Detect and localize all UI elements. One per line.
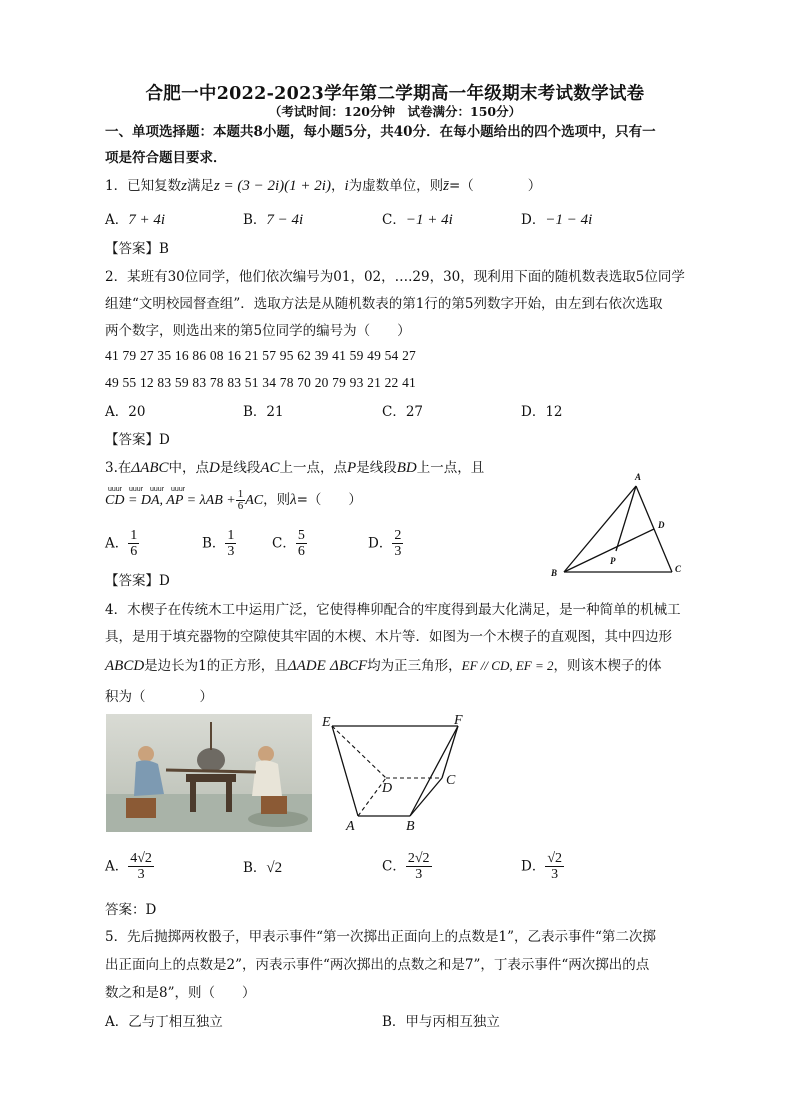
q3-option-d-frac	[392, 528, 403, 559]
q1-mid: 满足	[186, 178, 214, 194]
q3-option-a-den: 6	[130, 544, 138, 559]
q4-edge-ea	[332, 726, 358, 816]
q1-option-d-label: D．	[521, 212, 546, 228]
q4-text-b: 均为正三角形，	[367, 658, 462, 674]
q4-option-a-num: 4√2	[130, 851, 152, 866]
q5-line1: 5．先后抛掷两枚骰子，甲表示事件“第一次掷出正面向上的点数是1”，乙表示事件“第二次掷	[105, 929, 656, 945]
q4-edge-bc	[410, 778, 442, 816]
q4-ef: EF // CD, EF = 2	[461, 658, 554, 673]
q3-triangle: ΔABC	[131, 460, 169, 476]
q3-label-d: D	[658, 520, 665, 530]
q1-option-a	[105, 210, 165, 230]
q3-text-b: 中，点	[168, 460, 210, 476]
q3-option-d-label: D．	[368, 535, 393, 552]
q4-abcd: ABCD	[105, 658, 145, 674]
q1-option-b	[243, 210, 303, 230]
section-heading-line1: 一、单项选择题：本题共8小题，每小题5分，共40分．在每小题给出的四个选项中，只有一	[105, 124, 656, 140]
q5-option-b: B．甲与丙相互独立	[382, 1014, 500, 1030]
q1-i: i	[344, 178, 349, 194]
q1-option-d	[521, 210, 592, 230]
q3-triangle-figure	[540, 468, 690, 580]
q1-z: z	[181, 178, 187, 194]
q5-option-a: A．乙与丁相互独立	[105, 1014, 223, 1030]
q4-option-b	[243, 858, 282, 878]
q4-line2: 具，是用于填充器物的空隙使其牢固的木楔、木片等．如图为一个木楔子的直观图，其中四边形	[105, 629, 672, 645]
q2-answer: 【答案】D	[105, 432, 170, 448]
q1-prefix: 1．已知复数	[105, 178, 182, 194]
q3-label-a: A	[635, 472, 642, 482]
q3-text-f: 上一点，且	[416, 460, 485, 476]
q4-label-c: C	[446, 773, 456, 788]
q3-option-a-num: 1	[130, 528, 138, 543]
q3-segment-bd: BD	[396, 460, 417, 476]
q3-text-c: 是线段	[219, 460, 261, 476]
woodworking-illustration	[106, 714, 312, 832]
q4-option-b-label: B．	[243, 860, 267, 876]
q2-option-c: C．27	[382, 404, 424, 420]
q2-random-row1: 41 79 27 35 16 86 08 16 21 57 95 62 39 41 59 49 54 27	[105, 348, 416, 363]
q4-edge-bf	[410, 726, 458, 816]
q3-option-d	[368, 528, 403, 559]
q3-label-c: C	[675, 564, 682, 574]
q4-option-b-value: √2	[266, 860, 283, 876]
q1-option-a-label: A．	[105, 212, 129, 228]
q2-option-a: A．20	[105, 404, 146, 420]
q4-option-d-frac	[545, 851, 564, 882]
page-title: 合肥一中2022-2023学年第二学期高一年级期末考试数学试卷	[145, 84, 645, 104]
q4-option-d-den: 3	[551, 867, 559, 882]
q1-answer: 【答案】B	[105, 241, 169, 257]
q4-option-c-frac	[406, 851, 432, 882]
q4-label-f: F	[454, 713, 463, 728]
q1-formula: z = (3 − 2i)(1 + 2i)	[213, 178, 331, 194]
q4-line4: 积为（ ）	[105, 689, 213, 705]
q3-text-a: 3.在	[105, 460, 132, 476]
q4-label-a: A	[346, 819, 355, 834]
q4-option-c-num: 2√2	[407, 851, 430, 866]
q3-option-b	[202, 528, 236, 559]
q3-eq-tail: ，则	[263, 492, 291, 508]
q4-label-e: E	[322, 715, 331, 730]
q3-option-b-num: 1	[227, 528, 235, 543]
q1-option-b-label: B．	[243, 212, 267, 228]
q3-vector-marks: uuur uuur uuur uuur	[108, 486, 186, 493]
q4-tri-bcf: ΔBCF	[330, 658, 368, 674]
q3-text-d: 上一点，点	[279, 460, 348, 476]
q3-answer: 【答案】D	[105, 573, 170, 589]
q3-lambda: λ	[290, 492, 297, 508]
q3-option-b-den: 3	[227, 544, 235, 559]
q4-tri-ade: ΔADE	[287, 658, 326, 674]
q1-option-c	[382, 210, 453, 230]
q4-option-c-label: C．	[382, 858, 406, 875]
q3-frac-den: 6	[237, 500, 244, 512]
q3-equation	[105, 489, 362, 512]
q3-option-a	[105, 528, 139, 559]
q4-line3	[105, 656, 662, 676]
q3-label-p: P	[610, 556, 616, 566]
q3-eq-end: =（ ）	[296, 492, 362, 508]
q3-option-b-label: B．	[202, 535, 226, 552]
q1-tail1: ，	[330, 178, 345, 194]
q5-line2: 出正面向上的点数是2”，丙表示事件“两次掷出的点数之和是7”，丁表示事件“两次掷出的点	[105, 957, 650, 973]
q2-line2: 组建“文明校园督查组”．选取方法是从随机数表的第1行的第5列数字开始，由左到右依次选取	[105, 296, 663, 312]
q2-line3: 两个数字，则选出来的第5位同学的编号为（ ）	[105, 323, 411, 339]
q3-label-b: B	[551, 568, 558, 578]
q3-option-d-num: 2	[394, 528, 402, 543]
q1-option-b-value: 7 − 4i	[266, 212, 304, 228]
q3-option-a-frac	[128, 528, 139, 559]
q3-point-p: P	[347, 460, 357, 476]
q3-fraction	[236, 489, 246, 512]
q1-stem	[105, 176, 541, 196]
q1-option-c-value: −1 + 4i	[405, 212, 453, 228]
q3-eq-right: AC	[245, 493, 264, 508]
q4-text-a: 是边长为1的正方形，且	[144, 658, 288, 674]
q4-option-c	[382, 851, 432, 882]
q3-segment-bd-line	[564, 529, 654, 572]
q5-line3: 数之和是8”，则（ ）	[105, 985, 256, 1001]
q3-stem	[105, 458, 484, 478]
q1-option-d-value: −1 − 4i	[545, 212, 593, 228]
section-heading-line2: 项是符合题目要求．	[105, 150, 227, 166]
q3-option-c-frac	[296, 528, 307, 559]
q3-segment-ap-line	[616, 486, 636, 551]
q4-option-d-num: √2	[547, 851, 563, 866]
q3-option-c-den: 6	[297, 544, 305, 559]
q1-tail3: =（ ）	[448, 178, 542, 194]
q3-edge-ab	[564, 486, 636, 572]
q3-option-c-label: C．	[272, 535, 296, 552]
q4-label-d: D	[382, 781, 393, 796]
q3-option-c-num: 5	[297, 528, 305, 543]
q4-option-c-den: 3	[415, 867, 423, 882]
q1-zbar: z̄	[443, 178, 449, 194]
q4-label-b: B	[406, 819, 415, 834]
q3-option-a-label: A．	[105, 535, 129, 552]
q3-point-d: D	[209, 460, 220, 476]
q1-option-c-label: C．	[382, 212, 406, 228]
q2-option-b: B．21	[243, 404, 284, 420]
page-subtitle: （考试时间：120分钟 试卷满分：150分）	[268, 104, 522, 119]
q4-wedge-figure	[318, 712, 478, 834]
q4-line1: 4．木楔子在传统木工中运用广泛，它使得榫卯配合的牢度得到最大化满足，是一种简单的机械工	[105, 602, 681, 618]
q1-option-a-value: 7 + 4i	[128, 212, 166, 228]
q3-frac-num: 1	[237, 488, 244, 500]
q3-eq-left: CD = DA, AP = λAB +	[105, 493, 236, 508]
q4-text-c: ，则该木楔子的体	[553, 658, 662, 674]
q3-text-e: 是线段	[356, 460, 397, 476]
q3-option-d-den: 3	[394, 544, 402, 559]
q4-answer: 答案：D	[105, 902, 157, 918]
q4-option-a-den: 3	[137, 867, 145, 882]
q2-option-d: D．12	[521, 404, 563, 420]
q4-option-a	[105, 851, 154, 882]
q4-option-a-label: A．	[105, 858, 129, 875]
q4-option-a-frac	[128, 851, 154, 882]
q3-option-b-frac	[225, 528, 236, 559]
q3-segment-ac: AC	[260, 460, 280, 476]
q2-random-row2: 49 55 12 83 59 83 78 83 51 34 78 70 20 79 93 21 22 41	[105, 375, 416, 390]
q3-option-c	[272, 528, 307, 559]
q4-option-d-label: D．	[521, 858, 546, 875]
q4-option-d	[521, 851, 564, 882]
q2-line1: 2．某班有30位同学，他们依次编号为01，02，….29，30，现利用下面的随机数表选取5位同学	[105, 269, 685, 285]
q1-tail2: 为虚数单位，则	[348, 178, 444, 194]
